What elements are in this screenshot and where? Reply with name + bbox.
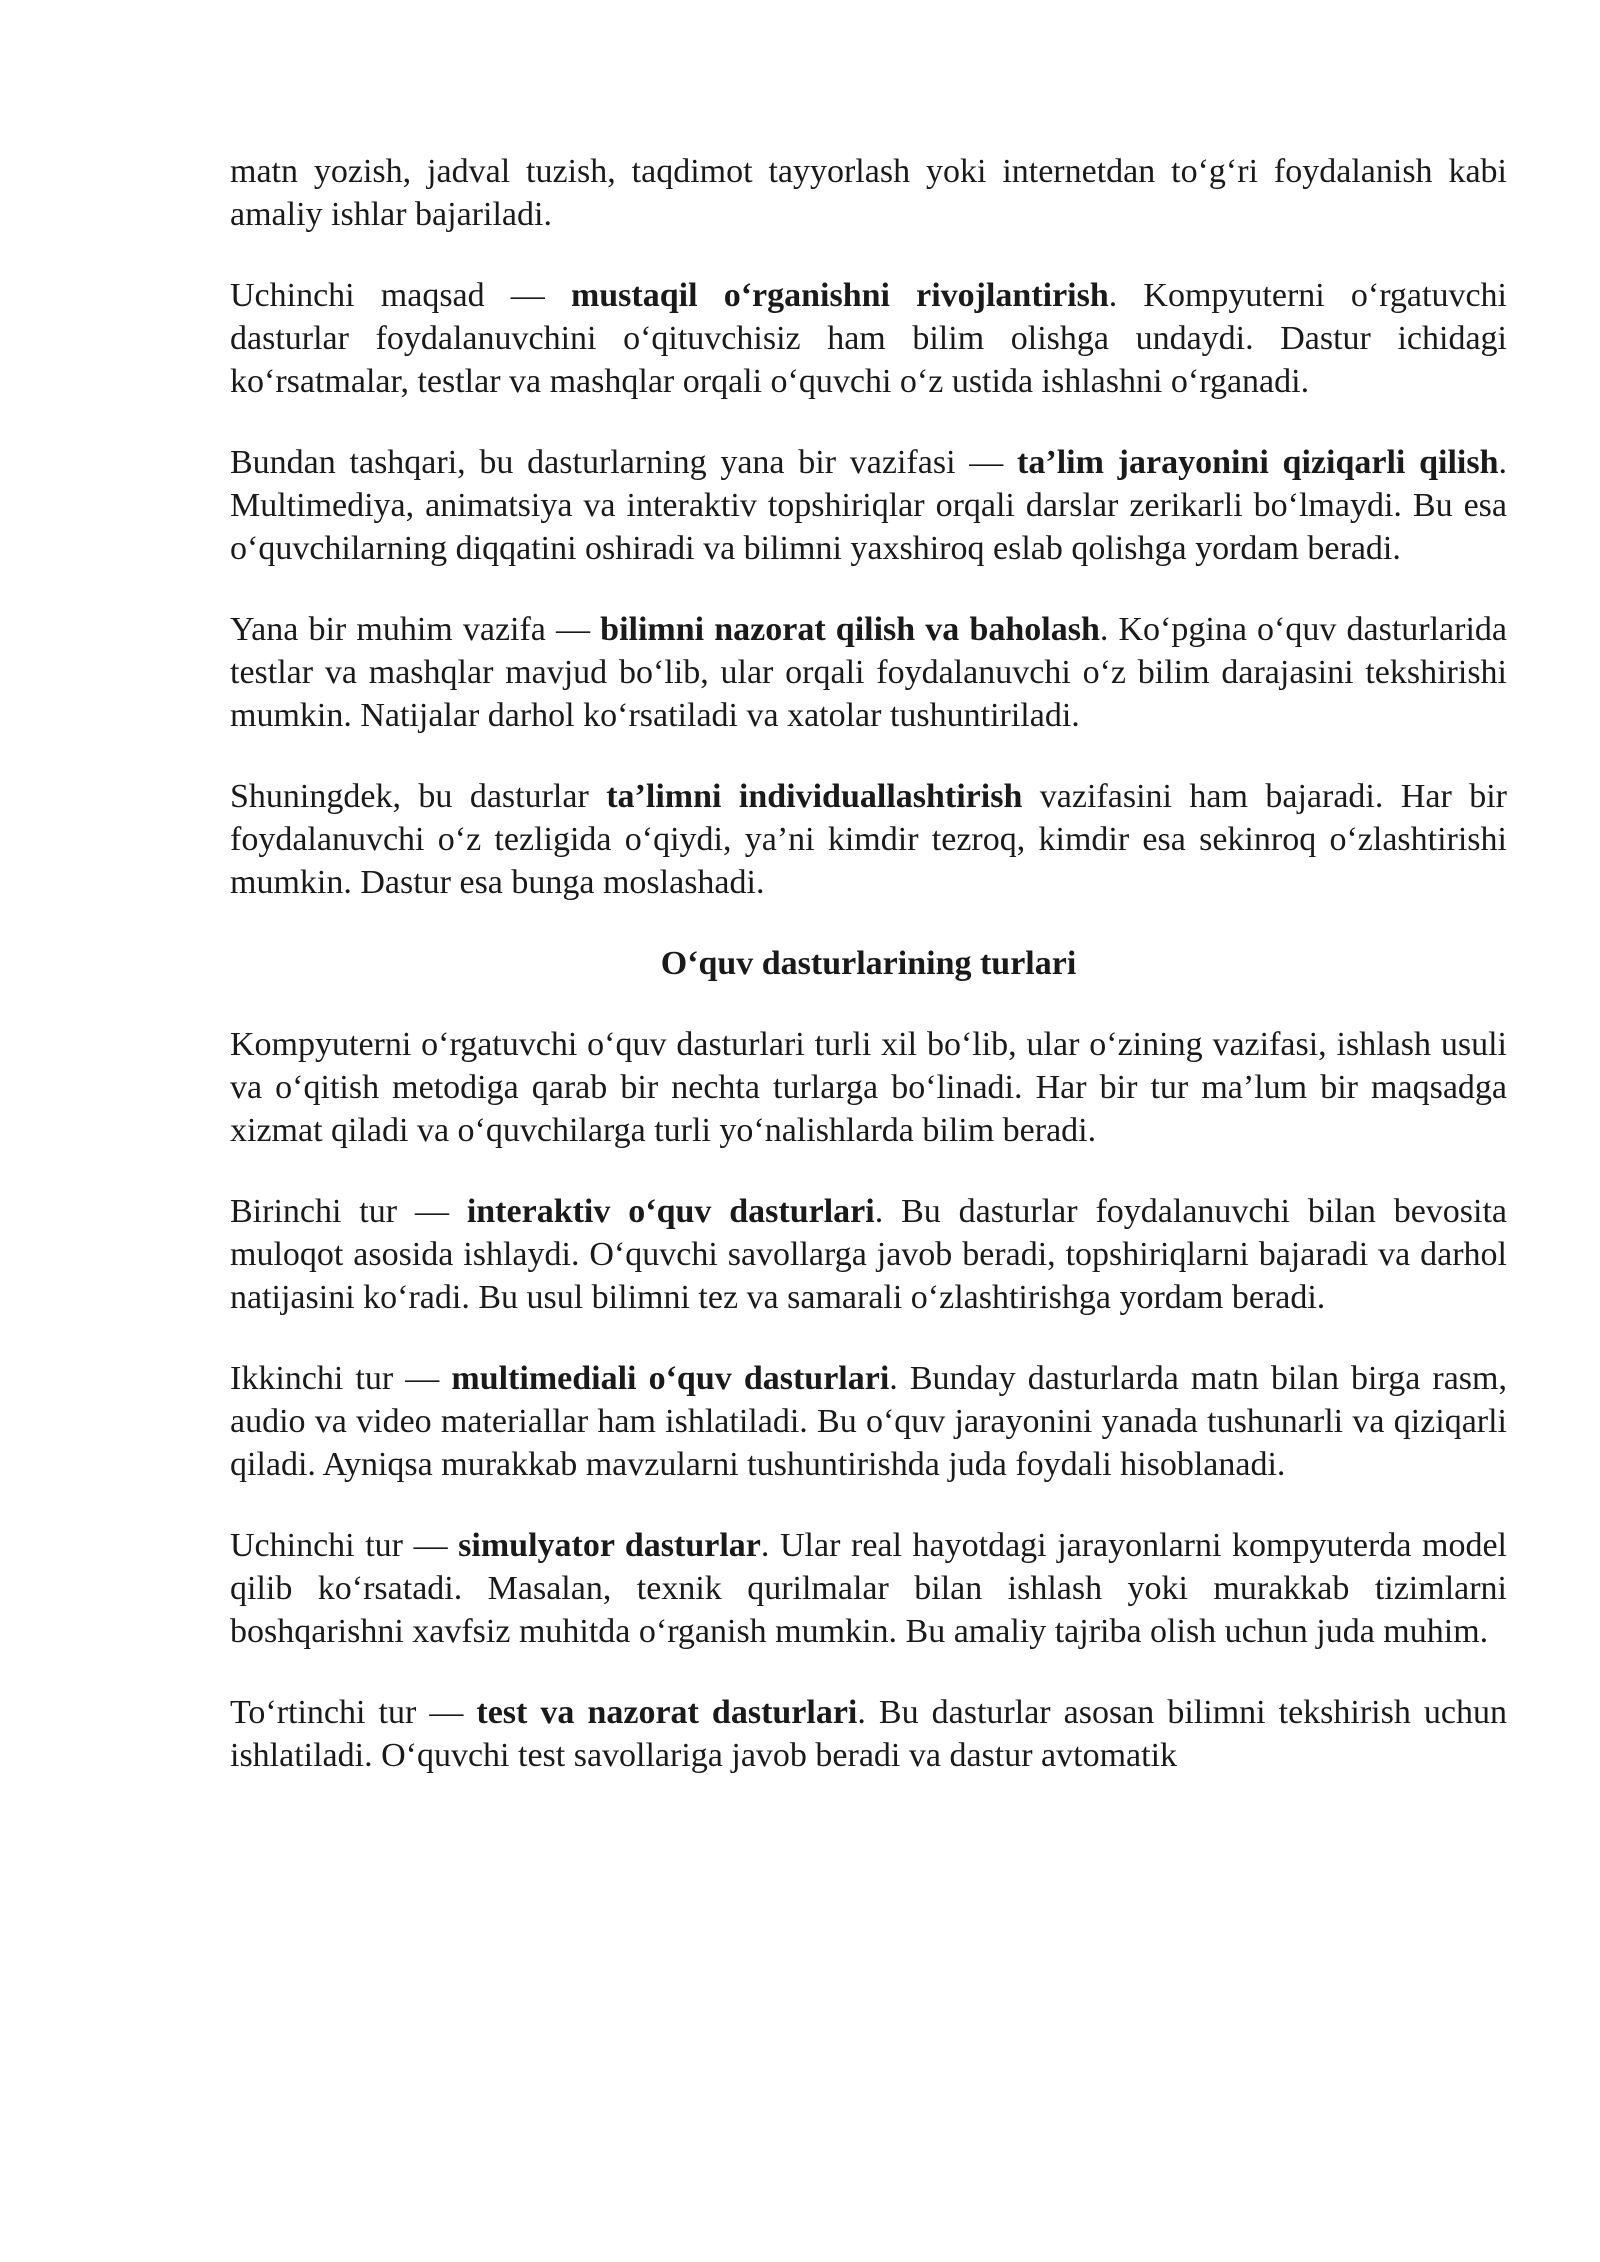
paragraph: [230, 775, 1507, 904]
text-run: Yana bir muhim vazifa —: [230, 611, 601, 648]
text-run: . Ko‘pgina o‘quv dasturlarida testlar va mashqlar mavjud bo‘lib, ular orqali foydalanuvchi o‘z bilim darajasini tekshirishi mumkin. Natijalar darhol ko‘rsatiladi va xatolar tushuntiriladi.: [230, 611, 1507, 734]
bold-text-run: interaktiv o‘quv dasturlari: [466, 1193, 875, 1230]
text-run: Kompyuterni o‘rgatuvchi o‘quv dasturlari turli xil bo‘lib, ular o‘zining vazifasi, ishlash usuli va o‘qitish metodiga qarab bir nechta turlarga bo‘linadi. Har bir tur ma’lum bir maqsadga xizmat qiladi va o‘quvchilarga turli yo‘nalishlarda bilim beradi.: [230, 1026, 1507, 1149]
section-heading: O‘quv dasturlarining turlari: [660, 945, 1077, 982]
text-run: Uchinchi maqsad —: [230, 277, 571, 314]
text-run: matn yozish, jadval tuzish, taqdimot tayyorlash yoki internetdan to‘g‘ri foydalanish kabi amaliy ishlar bajariladi.: [230, 153, 1507, 233]
bold-text-run: mustaqil o‘rganishni rivojlantirish: [570, 277, 1109, 314]
paragraph: [230, 1357, 1507, 1486]
paragraph: [230, 1190, 1507, 1319]
text-run: Bundan tashqari, bu dasturlarning yana bir vazifasi —: [230, 444, 1018, 481]
bold-text-run: ta’lim jarayonini qiziqarli qilish: [1017, 444, 1499, 481]
text-run: . Ular real hayotdagi jarayonlarni kompyuterda model qilib ko‘rsatadi. Masalan, texnik qurilmalar bilan ishlash yoki murakkab tizimlarni boshqarishni xavfsiz muhitda o‘rganish mumkin. Bu amaliy tajriba olish uchun juda muhim.: [230, 1527, 1507, 1650]
paragraph: [230, 1023, 1507, 1152]
paragraph: [230, 1691, 1507, 1777]
text-run: Ikkinchi tur —: [230, 1360, 452, 1397]
bold-text-run: test va nazorat dasturlari: [476, 1694, 858, 1731]
text-run: . Bu dasturlar foydalanuvchi bilan bevosita muloqot asosida ishlaydi. O‘quvchi savollarga javob beradi, topshiriqlarni bajaradi va darhol natijasini ko‘radi. Bu usul bilimni tez va samarali o‘zlashtirishga yordam beradi.: [230, 1193, 1508, 1316]
bold-text-run: simulyator dasturlar: [458, 1527, 761, 1564]
paragraph: [230, 441, 1507, 570]
text-run: vazifasini ham bajaradi. Har bir foydalanuvchi o‘z tezligida o‘qiydi, ya’ni kimdir tezroq, kimdir esa sekinroq o‘zlashtirishi mumkin. Dastur esa bunga moslashadi.: [230, 778, 1507, 901]
text-run: . Kompyuterni o‘rgatuvchi dasturlar foydalanuvchini o‘qituvchisiz ham bilim olishga undaydi. Dastur ichidagi ko‘rsatmalar, testlar va mashqlar orqali o‘quvchi o‘z ustida ishlashni o‘rganadi.: [230, 277, 1507, 400]
text-run: . Multimediya, animatsiya va interaktiv topshiriqlar orqali darslar zerikarli bo‘lmaydi. Bu esa o‘quvchilarning diqqatini oshiradi va bilimni yaxshiroq eslab qolishga yordam beradi.: [230, 444, 1507, 567]
text-run: Shuningdek, bu dasturlar: [230, 778, 607, 815]
paragraph: [230, 274, 1507, 403]
paragraph: [230, 1524, 1507, 1653]
bold-text-run: ta’limni individuallashtirish: [606, 778, 1023, 815]
paragraph: [230, 150, 1507, 236]
text-run: Birinchi tur —: [230, 1193, 467, 1230]
bold-text-run: bilimni nazorat qilish va baholash: [600, 611, 1100, 648]
text-run: . Bunday dasturlarda matn bilan birga rasm, audio va video materiallar ham ishlatiladi. Bu o‘quv jarayonini yanada tushunarli va qiziqarli qiladi. Ayniqsa murakkab mavzularni tushuntirishda juda foydali hisoblanadi.: [230, 1360, 1507, 1483]
text-run: . Bu dasturlar asosan bilimni tekshirish uchun ishlatiladi. O‘quvchi test savollariga javob beradi va dastur avtomatik: [230, 1694, 1507, 1774]
text-run: Uchinchi tur —: [230, 1527, 459, 1564]
text-run: To‘rtinchi tur —: [230, 1694, 477, 1731]
bold-text-run: multimediali o‘quv dasturlari: [451, 1360, 890, 1397]
document-body: [230, 150, 1507, 1777]
paragraph: [230, 608, 1507, 737]
